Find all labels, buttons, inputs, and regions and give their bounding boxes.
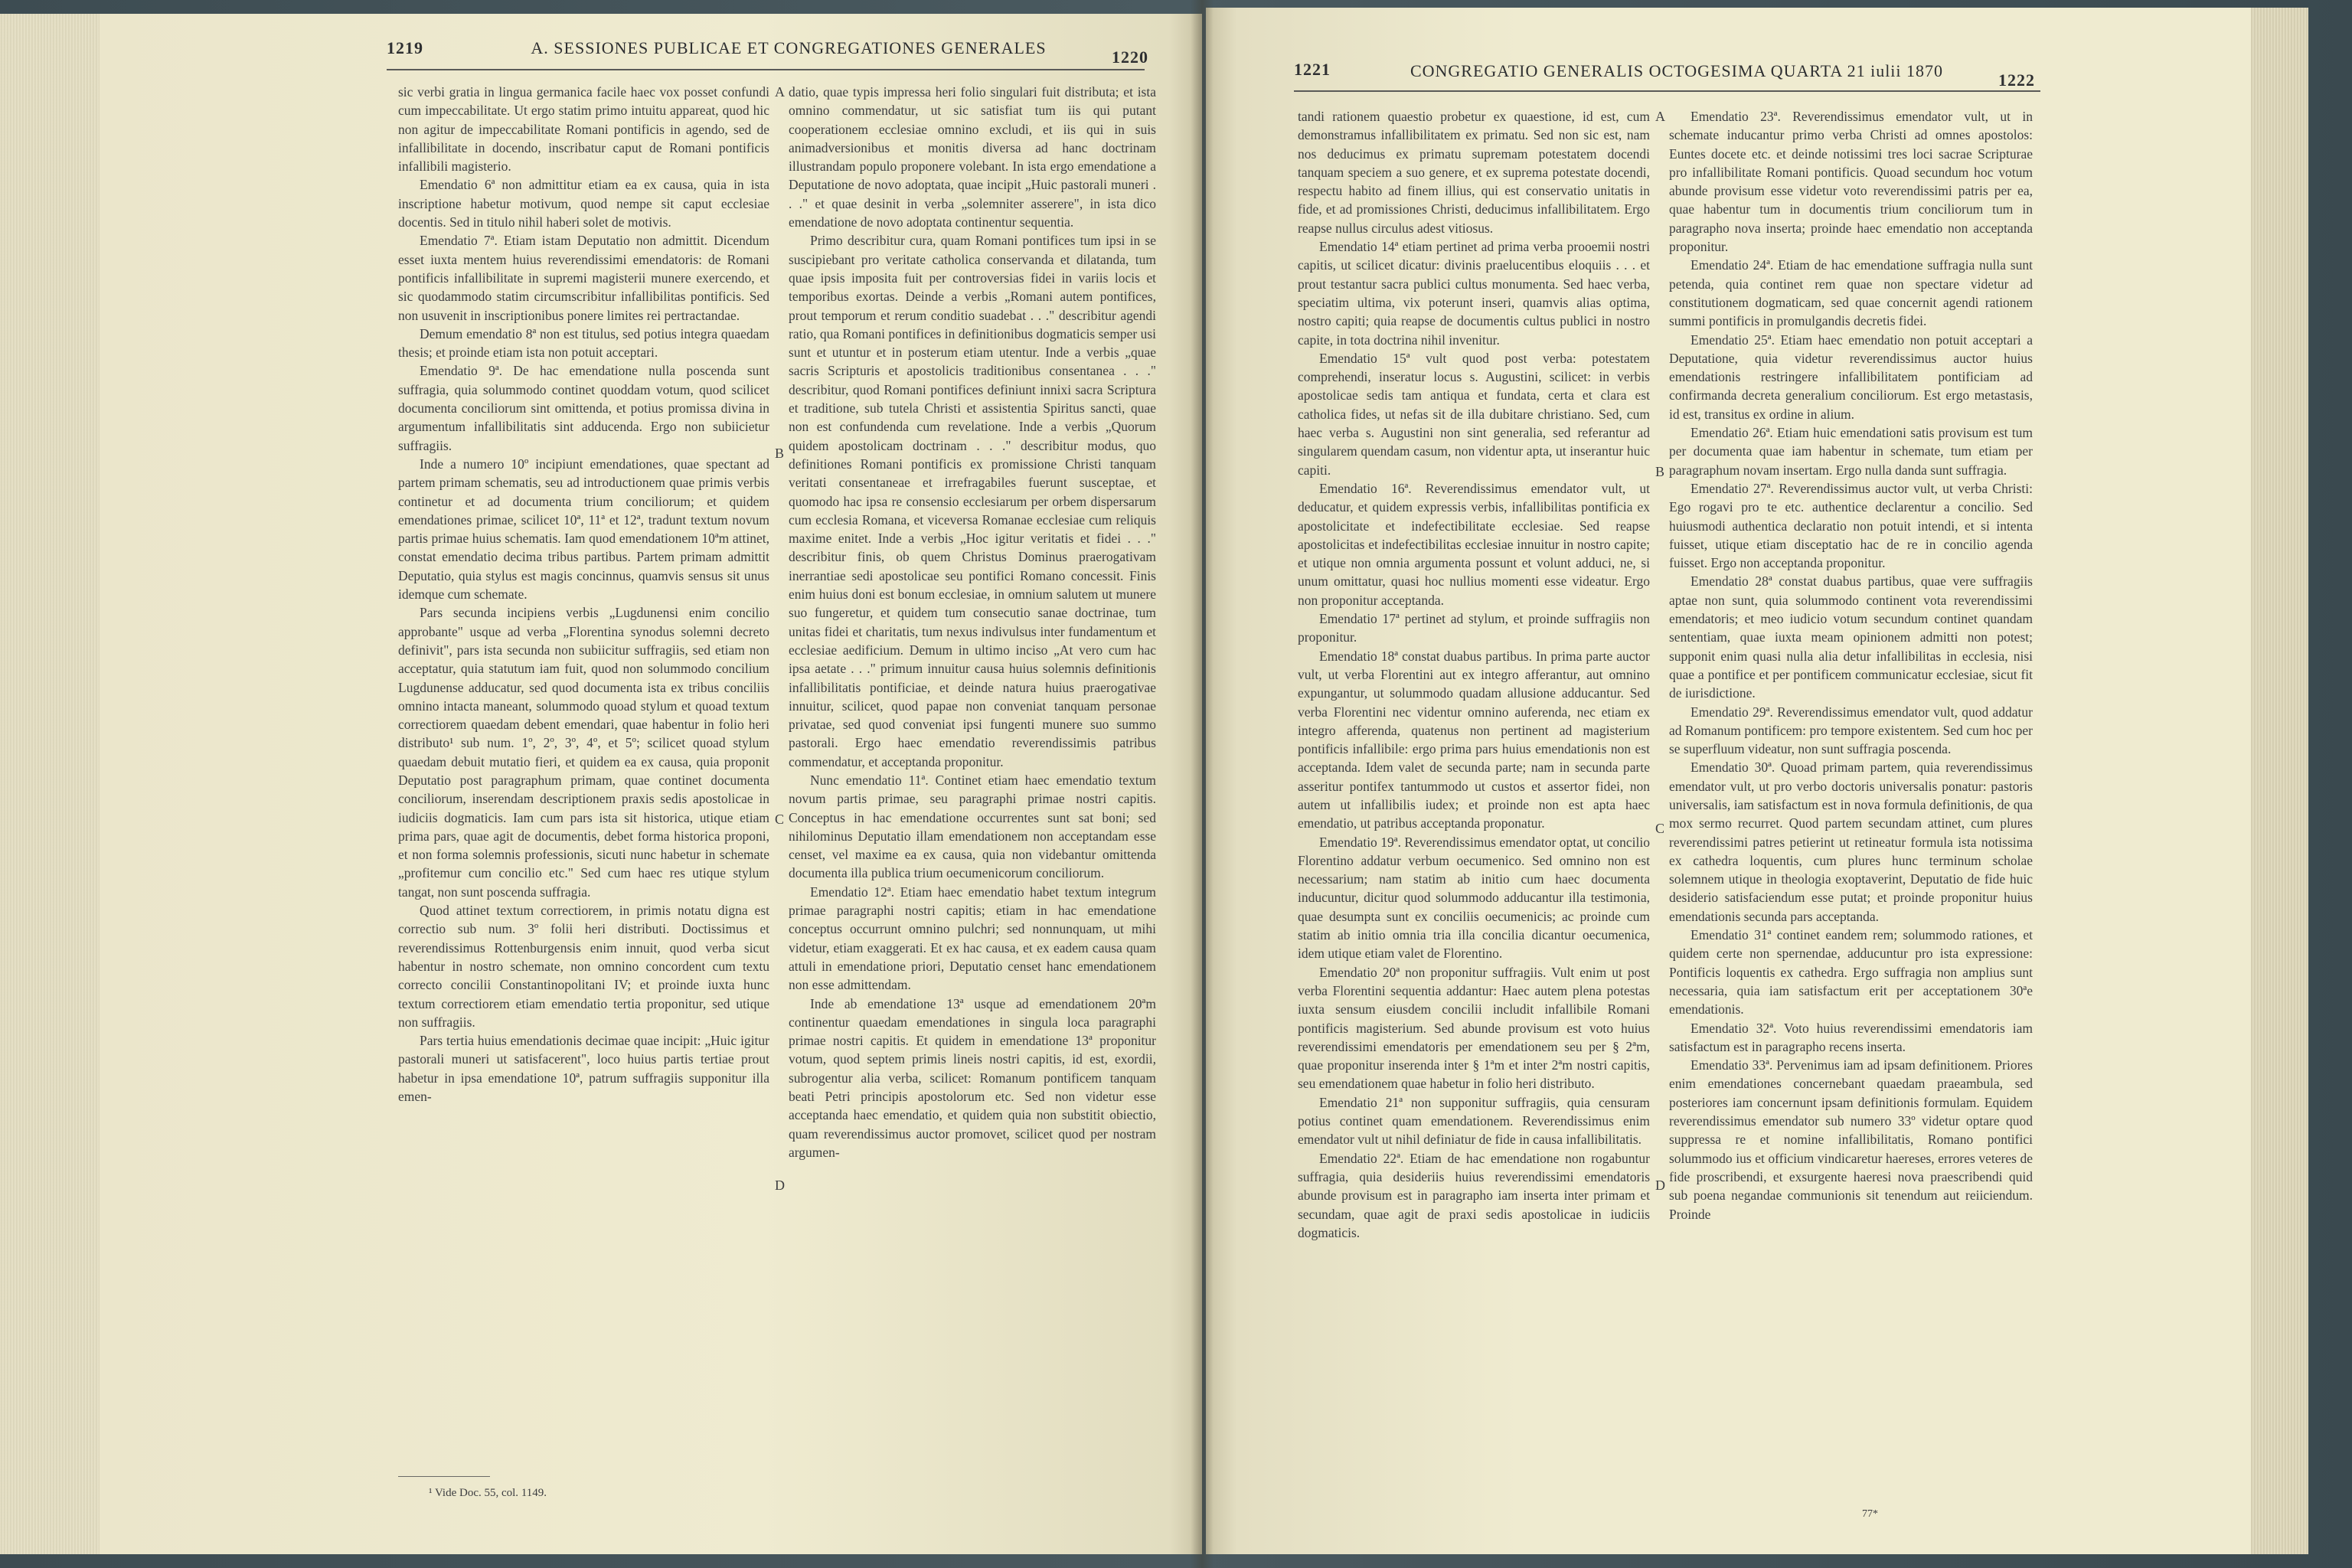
right-page-column-1 [1298, 107, 1650, 1547]
paragraph: Emendatio 15ª vult quod post verba: potestatem comprehendi, inseratur locus s. Augustini, scilicet: in verbis apostolicae sedis tam antiqua et fundata, certa et clara est catholica fides, ut nefas sit de illa dubitare christiano. Sed, cum haec verba s. Augustini non sint generalia, sed referantur ad singularem quendam casum, non videntur apta, ut inserantur huic capiti. [1298, 350, 1650, 478]
margin-letter: D [1655, 1178, 1665, 1193]
paragraph: Emendatio 22ª. Etiam de hac emendatione non rogabuntur suffragia, quia desideriis huius reverendissimi emendatoris abunde provisum est in paragrapho iam inserta inter primam et secundam, quae agit de praxi sedis apostolicae in iudiciis dogmaticis. [1298, 1150, 1650, 1240]
paragraph: Emendatio 31ª continet eandem rem; solummodo rationes, et quidem certe non spernendae, adducuntur pro ista expressione: Pontificis loquentis ex cathedra. Ergo suffragia non amplius sunt necessaria, quia iam satisfactum erit per acceptationem 30ªe emendationis. [1669, 927, 2033, 1018]
paragraph: sic verbi gratia in lingua germanica facile haec vox posset confundi cum impeccabilitate. Ut ergo statim primo intuitu appareat, quod hic non agitur de impeccabilitate Romani pontificis in agendo, sed de infallibilitate in docendo, inscribatur caput de Romani pontificis infallibili magisterio. [398, 84, 769, 175]
margin-letter: B [775, 446, 785, 461]
paragraph: Emendatio 17ª pertinet ad stylum, et proinde suffragiis non proponitur. [1298, 611, 1650, 645]
margin-letter: A [775, 84, 785, 100]
margin-letter: C [1655, 821, 1665, 836]
paragraph: Emendatio 19ª. Reverendissimus emendator optat, ut concilio Florentino addatur verbum oecumenico. Sed omnino non est necessarium; nam statim ab initio cum haec documenta inducuntur, dicitur quod solummodo adducantur illa testimonia, quae desumpta sunt ex conciliis oecumenicis; ac proinde cum statim ab initio omnia tria illa concilia dicantur oecumenica, idem utique etiam valet de Florentino. [1298, 834, 1650, 962]
left-page-running-title: A. SESSIONES PUBLICAE ET CONGREGATIONES GENERALES [531, 38, 1047, 57]
left-page-column-1 [398, 83, 769, 1522]
paragraph: Emendatio 9ª. De hac emendatione nulla poscenda sunt suffragia, quia solummodo continet quoddam votum, quod scilicet documenta conciliorum sint omittenda, et potius promissa divina in argumentum infallibilitatis sint adducenda. Ergo non subiicietur suffragiis. [398, 363, 769, 453]
footnote-rule [398, 1476, 490, 1477]
paragraph: Inde a numero 10º incipiunt emendationes, quae spectant ad partem primam schematis, seu ad introductionem quae primis verbis continetur et ad documenta trium conciliorum; et quidem emendationes primae, scilicet 10ª, 11ª et 12ª, tradunt textum novum partis primae huius schematis. Iam quod emendationem 10ªm attinet, constat emendatio decima tribus partibus. Partem primam admittit Deputatio, quia stylus est magis concinnus, quamvis sensus sit unus idemque cum schemate. [398, 456, 769, 603]
margin-letter: D [775, 1178, 785, 1193]
paragraph: Emendatio 12ª. Etiam haec emendatio habet textum integrum primae paragraphi nostri capitis; etiam in hac emendatione conceptus occurrunt omnino pulchri; sed nonnunquam, ut mihi videtur, etiam exaggerati. Et ex hac causa, et ex eadem causa quam attuli in emendatione priori, Deputatio censet hanc emendationem non esse admittendam. [789, 884, 1156, 993]
paragraph: Pars secunda incipiens verbis „Lugdunensi enim concilio approbante" usque ad verba „Florentina synodus solemni decreto definivit", pars ista secunda non subiicitur suffragiis, sed etiam non acceptatur, quia statutum iam fuit, quod non solummodo concilium Lugdunense adducatur, sed quod documenta ista ex tribus conciliis omnino intacta maneant, solummodo quoad stylum et quoad textum correctiorem quaedam debent emendari, quae habentur in folio heri distributo¹ sub num. 1º, 2º, 3º, 4º, et 5º; scilicet quoad stylum quaedam debuit mutatio fieri, et quidem ea ex causa, quia proponit Deputatio post paragraphum primam, quae continet documenta conciliorum, inserendam descriptionem praxis sedis apostolicae in iudiciis dogmaticis. Iam cum pars ista sit historica, utique etiam prima pars, quae agit de documentis, debet forma historica proponi, et non forma solemnis professionis, sicuti nunc habetur in schemate „profitemur cum concilio etc." Sed cum haec res utique stylum tangat, non sunt poscenda suffragia. [398, 605, 769, 900]
paragraph: Emendatio 20ª non proponitur suffragiis. Vult enim ut post verba Florentini sequentia addantur: Haec autem plena potestas iuxta sensum eiusdem concilii includit infallibile Romani pontificis magisterium. Sed abunde provisum est voto huius reverendissimi emendatoris per emendationem seu per § 2ªm, quae proponitur inserenda inter § 1ªm et inter 2ªm nostri capitis, seu emendationem quae habetur in folio heri distributo. [1298, 964, 1650, 1092]
right-page-col-number-left: 1221 [1294, 60, 1331, 79]
footnote: ¹ Vide Doc. 55, col. 1149. [429, 1487, 547, 1499]
paragraph: Emendatio 23ª. Reverendissimus emendator vult, ut in schemate inducantur primo verba Christi ad omnes apostolos: Euntes docete etc. et deinde notissimi tres loci sacrae Scripturae pro infallibilitate Romani pontificis. Quoad secundum hoc votum abunde provisum esse videtur voto reverendissimi patris per ea, quae habentur tum in documentis trium conciliorum tum in paragrapho nova inserta; proinde haec emendatio non acceptanda proponitur. [1669, 109, 2033, 255]
right-page-column-2 [1669, 107, 2033, 1547]
paragraph: Inde ab emendatione 13ª usque ad emendationem 20ªm continentur quaedam emendationes in singula loca paragraphi primae nostri capitis. Et quidem in emendatione 13ª proponitur votum, quod septem primis lineis nostri capitis, id est, exordii, subrogentur alia verba, scilicet: Romanum pontificem tanquam beati Petri principis apostolorum etc. Sed non videtur esse acceptanda haec emendatio, et quidem quia non substitit obiectio, quam reverendissimus auctor promovet, scilicet quod per nostram argumen- [789, 995, 1156, 1160]
right-header-rule [1294, 90, 2040, 92]
paragraph: Emendatio 26ª. Etiam huic emendationi satis provisum est tum per documenta quae iam habentur in schemate, tum etiam per paragraphum novam insertam. Ergo nulla danda sunt suffragia. [1669, 425, 2033, 478]
signature-mark: 77* [1862, 1508, 1878, 1520]
paragraph: Emendatio 29ª. Reverendissimus emendator vult, quod addatur ad Romanum pontificem: pro tempore existentem. Sed cum hoc per se superfluum videatur, non sunt suffragia poscenda. [1669, 704, 2033, 757]
left-header-rule [387, 69, 1145, 70]
paragraph: Emendatio 25ª. Etiam haec emendatio non potuit acceptari a Deputatione, quia videtur reverendissimus auctor huius emendationis restringere infallibilitatem pontificiam ad confirmanda decreta generalium conciliorum. Est ergo metastasis, id est, transitus ex ordine in alium. [1669, 332, 2033, 422]
paragraph: Emendatio 18ª constat duabus partibus. In prima parte auctor vult, ut verba Florentini aut ex integro afferantur, aut omnino expungantur, ut solummodo quadam allusione adducantur. Sed verba Florentini nec videntur omnino auferenda, nec etiam ex integro afferenda, quatenus non pertinent ad magisterium pontificis infallibile: ergo prima pars huius emendationis non est acceptanda. Idem valet de secunda parte; nam in secunda parte asseritur pontifex tantummodo ut custos et assertor fidei, non autem ut infallibilis iudex; et proinde non est apta haec emendatio, ut patribus acceptanda proponatur. [1298, 648, 1650, 831]
paragraph: tandi rationem quaestio probetur ex quaestione, id est, cum demonstramus infallibilitatem ex primatu. Sed non sic est, nam nos deducimus ex primatu supremam potestatem docendi tanquam speciem a suo genere, et ex suprema potestate docendi, respectu habito ad finem illius, qui est conservatio unitatis in fide, et ad promissiones Christi, deducimus infallibilitatem. Ergo reapse nullus circulus adest vitiosus. [1298, 109, 1650, 236]
left-page-col-number-right: 1220 [1112, 47, 1148, 67]
paragraph: Emendatio 28ª constat duabus partibus, quae vere suffragiis aptae non sunt, quia solummodo continent vota reverendissimi emendatoris; et meo iudicio votum secundum continet quandam sententiam, quae iuxta meam opinionem admitti non potest; supponit enim quasi nulla alia detur infallibilitas in ecclesia, nisi quae a pontifice et per pontificem communicatur ecclesiae, sicut fit de iurisdictione. [1669, 573, 2033, 701]
right-page-edges [2247, 8, 2308, 1554]
paragraph: Emendatio 24ª. Etiam de hac emendatione suffragia nulla sunt petenda, quia continet rem quae non spectare videtur ad constitutionem dogmaticam, sed quae concernit agendi rationem summi pontificis in promulgandis decretis fidei. [1669, 257, 2033, 329]
paragraph: Emendatio 32ª. Voto huius reverendissimi emendatoris iam satisfactum est in paragrapho recens inserta. [1669, 1020, 2033, 1054]
paragraph: Emendatio 21ª non supponitur suffragiis, quia censuram potius continet quam emendationem. Reverendissimus enim emendator vult ut nihil definiatur de fide in causa infallibilitatis. [1298, 1094, 1650, 1148]
paragraph: Primo describitur cura, quam Romani pontifices tum ipsi in se suscipiebant pro veritate catholica conservanda et dilatanda, tum quae ipsis imposita fuit per controversias fidei in variis locis et temporibus exortas. Deinde a verbis „Romani autem pontifices, prout temporum et rerum conditio suadebat . . ." describitur agendi ratio, qua Romani pontifices in definitionibus dogmaticis semper usi sunt et utuntur et in posterum etiam utentur. Inde a verbis „quae sacris Scripturis et apostolicis traditionibus consentanea . . ." describitur, quod Romani pontifices definiunt innixi sacra Scriptura et traditione, sub tutela Christi et assistentia Spiritus sancti, quae non est confundenda cum revelatione. Inde a verbis „Quorum quidem apostolicam doctrinam . . ." describitur modus, quo definitiones Romani pontificis ex promissione Christi tanquam veritati consentaneae et irrefragabiles fuerunt susceptae, et quomodo hac ipsa re consensio ecclesiarum per orbem dispersarum cum ecclesia Romana, et viceversa Romanae ecclesiae cum reliquis maxime enitet. Inde a verbis „Hoc igitur veritatis et fidei . . ." describitur finis, ob quem Christus Dominus praerogativam inerrantiae sedi apostolicae seu pontifici Romano concessit. Finis enim huius doni est bonum ecclesiae, in omnium salutem ut munere suo fungeretur, et quidem tum consecutio sanae doctrinae, tum unitas fidei et charitatis, tum nexus indivulsus inter fundamentum et ecclesiae aedificium. Demum in ultimo inciso „At vero cum hac ipsa aetate . . ." primum innuitur causa huius solemnis definitionis infallibilitatis pontificiae, et deinde natura huius praerogativae innuitur, scilicet, quod papae non conveniat tanquam personae privatae, sed quod conveniat ipsi fungenti munere suo summo pastorali. Ergo haec emendatio reverendissimis patribus commendatur, et acceptanda proponitur. [789, 233, 1156, 769]
margin-letter: C [775, 812, 785, 827]
margin-letter: B [1655, 464, 1665, 479]
paragraph: Emendatio 30ª. Quoad primam partem, quia reverendissimus emendator vult, ut pro verbo doctoris universalis ponatur: pastoris universalis, iam satisfactum est in nova formula definitionis, de qua mox sermo recurret. Quod partem secundam attinet, cum plures reverendissimi patres petierint ut retineatur formula ista notissima ex cathedra loquentis, cum plures hunc terminum scholae solemnem utique in theologia exoptaverint, Deputatio de fide huic desiderio satisfaciendum esse putat; et proinde proponitur huius emendationis secunda pars acceptanda. [1669, 760, 2033, 924]
margin-letter: A [1655, 109, 1665, 124]
paragraph: Emendatio 7ª. Etiam istam Deputatio non admittit. Dicendum esset iuxta mentem huius reverendissimi emendatoris: de Romani pontificis infallibilitate in supremi magisterii munere exercendo, et sic quodammodo statim circumscribitur infallibilitas pontificis. Sed non usuvenit in inscriptionibus ponere limites rei pertractandae. [398, 233, 769, 323]
left-page-col-number-left: 1219 [387, 38, 423, 57]
paragraph: Quod attinet textum correctiorem, in primis notatu digna est correctio sub num. 3º folii heri distributi. Doctissimus et reverendissimus Rottenburgensis enim innuit, quod verba sicut habentur in nostro schemate, non omnino concordent cum textu correcto concilii Constantinopolitani IV; et proinde iuxta hunc textum correctiorem etiam emendatio tertia proponitur, sed utique non suffragiis. [398, 903, 769, 1030]
paragraph: Pars tertia huius emendationis decimae quae incipit: „Huic igitur pastorali muneri ut satisfacerent", loco huius partis tertiae prout habetur in ipsa emendatione 10ª, patrum suffragiis supponitur illa emen- [398, 1033, 769, 1105]
paragraph: Emendatio 14ª etiam pertinet ad prima verba prooemii nostri capitis, ut scilicet dicatur: divinis praelucentibus eloquiis . . . et prout testantur sacra publici cultus monumenta. Sed haec verba, speciatim ultima, vix poterunt inseri, quamvis alias optima, nostro capiti; quia reapse de documentis cultus publici in nostro capite, in tota doctrina nihil invenitur. [1298, 239, 1650, 348]
paragraph: Nunc emendatio 11ª. Continet etiam haec emendatio textum novum partis primae, seu paragraphi primae nostri capitis. Conceptus in hac emendatione occurrentes sunt sat boni; sed nihilominus Deputatio illam emendationem non acceptandam esse censet, vel maxime ea ex causa, quia non videbantur omittenda documenta illa publica trium oecumenicorum conciliorum. [789, 772, 1156, 881]
paragraph: Demum emendatio 8ª non est titulus, sed potius integra quaedam thesis; et proinde etiam ista non potuit acceptari. [398, 325, 769, 361]
paragraph: Emendatio 33ª. Pervenimus iam ad ipsam definitionem. Priores enim emendationes concernebant quaedam praeambula, sed posteriores iam concernunt ipsam definitionis formulam. Equidem reverendissimus emendator sub numero 33º videtur optare quod suppressa re et nomine infallibilitatis, Romano pontifici solummodo ius et officium vindicaretur haereses, errores veteres de fide proscribendi, et exsurgente haeresi nova praescribendi quid sub poena negandae communionis sit tenendum aut reiiciendum. Proinde [1669, 1057, 2033, 1222]
left-page-edges [0, 14, 100, 1554]
paragraph: datio, quae typis impressa heri folio singulari fuit distributa; et ista omnino commendatur, ut sic satisfiat tum iis qui putant cooperationem ecclesiae omnino excludi, et iis qui in suis animadversionibus et monitis diversa ad hanc doctrinam illustrandam populo proponere volebant. In ista ergo emendatione a Deputatione de novo adoptata, quae incipit „Huic pastorali muneri . . ." et quae desinit in verba „solemniter asserere", in ista dico emendatione de novo adoptata continentur sequentia. [789, 84, 1156, 230]
paragraph: Emendatio 6ª non admittitur etiam ea ex causa, quia in ista inscriptione habetur motivum, quod nempe sit caput ecclesiae docentis. Sed in titulo nihil haberi solet de motivis. [398, 177, 769, 230]
paragraph: Emendatio 16ª. Reverendissimus emendator vult, ut deducatur, et quidem expressis verbis, infallibilitas pontificia ex apostolicitate et indefectibilitate ecclesiae. Sed reapse apostolicitas et indefectibilitas ecclesiae innuitur in nostro capite; et utique non omnia argumenta possunt et volunt adduci, ne, si unum omittatur, quasi hoc nullius momenti esse videatur. Ergo non proponitur acceptanda. [1298, 480, 1650, 608]
right-page-col-number-right: 1222 [1998, 70, 2035, 90]
right-page-running-title: CONGREGATIO GENERALIS OCTOGESIMA QUARTA 21 iulii 1870 [1410, 61, 1944, 80]
paragraph: Emendatio 27ª. Reverendissimus auctor vult, ut verba Christi: Ego rogavi pro te etc. authentice declarentur a concilio. Sed huiusmodi authentica declaratio non potuit intendi, et si intenta fuisset, utique etiam disceptatio hac de re in concilio agenda fuisset. Ergo non acceptanda proponitur. [1669, 480, 2033, 571]
book-gutter [1191, 0, 1214, 1568]
left-page-column-2 [789, 83, 1156, 1522]
